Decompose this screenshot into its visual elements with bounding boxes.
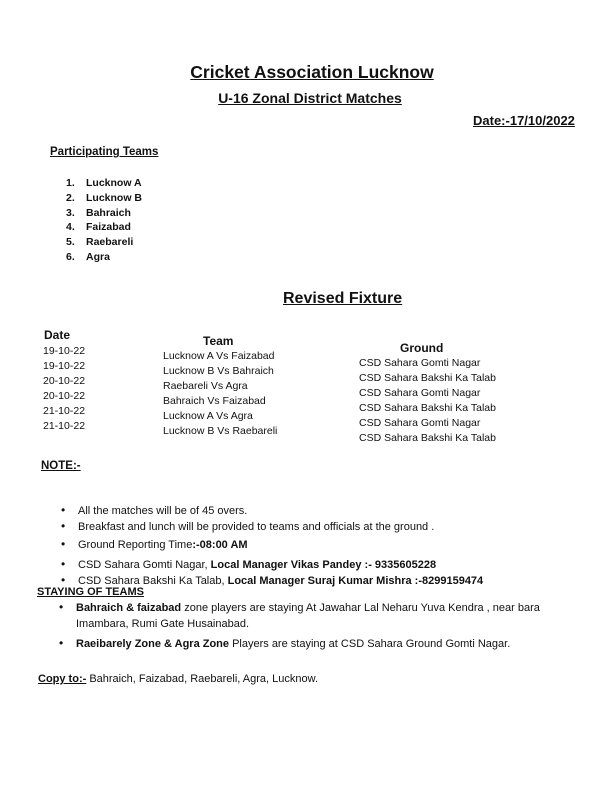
note-item: • Breakfast and lunch will be provided to teams and officials at the ground . [61, 519, 435, 533]
note-heading: NOTE:- [41, 460, 81, 472]
fixture-date-column [43, 344, 85, 434]
copy-to-label: Copy to:- [38, 673, 87, 685]
team-name: Agra [86, 250, 110, 263]
fixture-team-cell: Lucknow A Vs Faizabad [163, 350, 275, 362]
list-number: 2. [66, 191, 75, 204]
bullet-icon: • [61, 519, 66, 533]
note-item: • CSD Sahara Gomti Nagar, Local Manager Vikas Pandey :- 9335605228 [61, 557, 437, 571]
bullet-icon: • [59, 600, 64, 614]
fixture-ground-cell: CSD Sahara Gomti Nagar [359, 387, 481, 399]
list-number: 4. [66, 221, 75, 234]
bullet-icon: • [59, 636, 64, 650]
fixture-team-cell: Raebareli Vs Agra [163, 380, 248, 392]
list-number: 6. [66, 250, 75, 263]
participating-teams-list [66, 176, 142, 265]
participating-teams-heading: Participating Teams [50, 146, 159, 158]
revised-fixture-heading: Revised Fixture [283, 290, 403, 307]
note-item: • CSD Sahara Bakshi Ka Talab, Local Manager Suraj Kumar Mishra :-8299159474 [61, 573, 484, 587]
fixture-team-header: Team [203, 334, 234, 348]
bullet-icon: • [61, 557, 66, 571]
fixture-ground-cell: CSD Sahara Gomti Nagar [359, 357, 481, 369]
list-item [66, 191, 142, 206]
fixture-date-cell: 19-10-22 [43, 345, 86, 357]
copy-to-line [38, 673, 318, 685]
list-number: 5. [66, 236, 75, 249]
fixture-ground-cell: CSD Sahara Bakshi Ka Talab [359, 372, 496, 384]
page-title: Cricket Association Lucknow [190, 62, 434, 82]
list-item [66, 250, 142, 265]
list-number: 1. [66, 177, 75, 189]
list-item [66, 206, 142, 221]
fixture-ground-cell: CSD Sahara Gomti Nagar [359, 417, 481, 429]
note-item: • Ground Reporting Time:-08:00 AM [61, 537, 248, 551]
fixture-ground-header: Ground [400, 341, 444, 355]
fixture-date-cell: 21-10-22 [43, 420, 86, 432]
team-name: Raebareli [86, 236, 134, 249]
fixture-date-cell: 20-10-22 [43, 390, 86, 402]
note-item: • All the matches will be of 45 overs. [61, 503, 248, 517]
fixture-team-cell: Lucknow A Vs Agra [163, 410, 253, 422]
page-subtitle: U-16 Zonal District Matches [218, 90, 402, 106]
fixture-date-header: Date [44, 328, 71, 342]
staying-item-continued: Imambara, Rumi Gate Husainabad. [76, 618, 250, 630]
team-name: Bahraich [86, 206, 131, 219]
fixture-team-cell: Lucknow B Vs Bahraich [163, 365, 274, 377]
bullet-icon: • [61, 573, 66, 587]
list-item [66, 220, 142, 235]
list-number: 3. [66, 206, 75, 219]
team-name: Faizabad [86, 221, 131, 234]
fixture-ground-cell: CSD Sahara Bakshi Ka Talab [359, 402, 496, 414]
fixture-team-column [163, 349, 277, 439]
list-item [66, 176, 142, 191]
staying-item: • Bahraich & faizabad zone players are staying At Jawahar Lal Neharu Yuva Kendra , near bara [59, 600, 540, 614]
fixture-date-cell: 19-10-22 [43, 360, 86, 372]
fixture-date-cell: 21-10-22 [43, 405, 86, 417]
fixture-date-cell: 20-10-22 [43, 375, 86, 387]
fixture-ground-column [359, 356, 496, 446]
team-name: Lucknow B [86, 191, 143, 204]
fixture-team-cell: Bahraich Vs Faizabad [163, 395, 266, 407]
bullet-icon: • [61, 503, 66, 517]
copy-to-recipients: Bahraich, Faizabad, Raebareli, Agra, Lucknow. [86, 673, 319, 685]
list-item [66, 235, 142, 250]
team-name: Lucknow A [86, 177, 142, 189]
staying-heading: STAYING OF TEAMS [37, 586, 144, 598]
fixture-ground-cell: CSD Sahara Bakshi Ka Talab [359, 432, 496, 444]
bullet-icon: • [61, 537, 66, 551]
document-date: Date:-17/10/2022 [473, 113, 575, 128]
fixture-team-cell: Lucknow B Vs Raebareli [163, 425, 278, 437]
staying-item: • Raeibarely Zone & Agra Zone Players are staying at CSD Sahara Ground Gomti Nagar. [59, 636, 511, 650]
